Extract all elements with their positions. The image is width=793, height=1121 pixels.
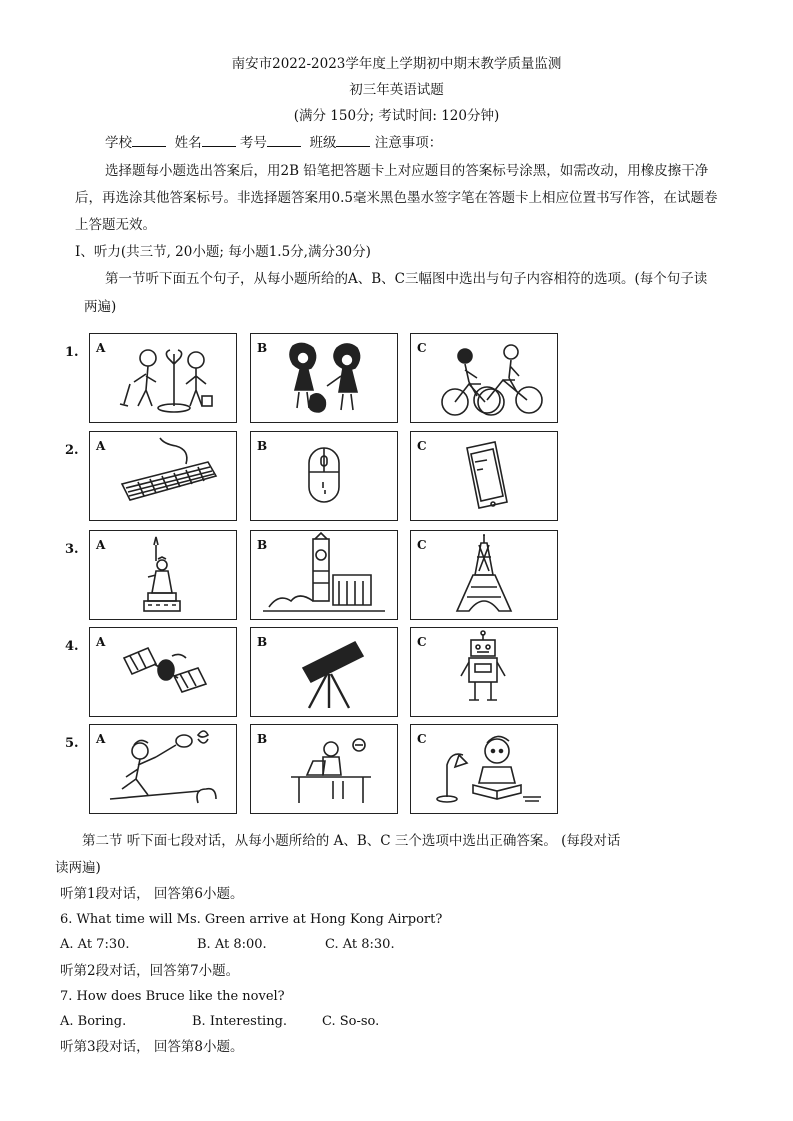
question-number: 5.	[65, 736, 79, 751]
option-label: B	[257, 538, 268, 552]
statue-of-liberty-icon	[90, 531, 236, 619]
option-box-a[interactable]	[89, 724, 237, 814]
dialog-2-instruction: 听第2段对话，回答第7小题。	[60, 963, 240, 979]
exam-meta: (满分 150分; 考试时间: 120分钟)	[293, 108, 500, 124]
smartphone-icon	[411, 432, 557, 520]
class-blank	[336, 134, 370, 147]
name-label: 姓名	[174, 135, 202, 151]
exam-subtitle: 初三年英语试题	[349, 82, 444, 98]
class-label: 班级	[309, 135, 337, 151]
option-box-b[interactable]	[250, 724, 398, 814]
option-label: A	[96, 341, 106, 355]
big-ben-icon	[251, 531, 397, 619]
option-label: B	[257, 635, 268, 649]
instruction-line-2: 后，再选涂其他答案标号。非选择题答案用0.5毫米黑色墨水签字笔在答题卡上相应位置书写作答，在试题卷	[75, 190, 718, 206]
number-label: 考号	[239, 135, 267, 151]
part1-instruction-line-2: 两遍)	[84, 299, 117, 315]
option-box-b[interactable]	[250, 431, 398, 521]
option-label: C	[417, 538, 427, 552]
option-box-c[interactable]	[410, 530, 558, 620]
instruction-line-3: 上答题无效。	[75, 217, 156, 233]
laptop-desk-icon	[251, 725, 397, 813]
dialog-3-instruction: 听第3段对话， 回答第8小题。	[60, 1039, 244, 1055]
option-box-a[interactable]	[89, 431, 237, 521]
option-label: A	[96, 439, 106, 453]
part1-instruction-line-1: 第一节听下面五个句子，从每小题所给的A、B、C三幅图中选出与句子内容相符的选项。(每个句子读	[105, 271, 708, 287]
option-box-c[interactable]	[410, 627, 558, 717]
option-label: A	[96, 635, 106, 649]
catching-butterfly-icon	[90, 725, 236, 813]
option-box-a[interactable]	[89, 333, 237, 423]
question-number: 2.	[65, 443, 79, 458]
picking-up-litter-icon	[251, 334, 397, 422]
mouse-icon	[251, 432, 397, 520]
option-b[interactable]: B. Interesting.	[192, 1014, 288, 1029]
option-b[interactable]: B. At 8:00.	[197, 937, 267, 952]
telescope-icon	[251, 628, 397, 716]
question-number: 1.	[65, 345, 79, 360]
option-box-b[interactable]	[250, 530, 398, 620]
part2-instruction-line-2: 读两遍)	[55, 860, 101, 876]
option-box-b[interactable]	[250, 627, 398, 717]
option-c[interactable]: C. So-so.	[322, 1014, 380, 1029]
satellite-icon	[90, 628, 236, 716]
option-a[interactable]: A. Boring.	[60, 1014, 127, 1029]
option-box-a[interactable]	[89, 530, 237, 620]
option-label: C	[417, 635, 427, 649]
option-label: B	[257, 341, 268, 355]
option-label: A	[96, 538, 106, 552]
notes-label: 注意事项：	[374, 135, 443, 151]
dialog-1-instruction: 听第1段对话， 回答第6小题。	[60, 886, 244, 902]
planting-trees-icon	[90, 334, 236, 422]
school-blank	[132, 134, 166, 147]
option-label: C	[417, 439, 427, 453]
question-7-options	[60, 1013, 379, 1031]
option-label: C	[417, 341, 427, 355]
cycling-icon	[411, 334, 557, 422]
option-box-c[interactable]	[410, 724, 558, 814]
option-box-b[interactable]	[250, 333, 398, 423]
question-6: 6. What time will Ms. Green arrive at Hong Kong Airport?	[60, 912, 443, 927]
name-blank	[202, 134, 236, 147]
question-number: 3.	[65, 542, 79, 557]
part2-instruction-line-1: 第二节 听下面七段对话，从每小题所给的 A、B、C 三个选项中选出正确答案。 (每段对话	[82, 833, 621, 849]
exam-title: 南安市2022-2023学年度上学期初中期末教学质量监测	[231, 56, 562, 72]
option-a[interactable]: A. At 7:30.	[60, 937, 130, 952]
school-label: 学校	[105, 135, 132, 151]
reading-boy-icon	[411, 725, 557, 813]
eiffel-tower-icon	[411, 531, 557, 619]
option-box-c[interactable]	[410, 431, 558, 521]
number-blank	[267, 134, 301, 147]
option-label: A	[96, 732, 106, 746]
instruction-line-1: 选择题每小题选出答案后，用2B 铅笔把答题卡上对应题目的答案标号涂黑，如需改动，用橡皮擦干净	[105, 163, 709, 179]
student-info-row	[105, 134, 442, 152]
option-label: C	[417, 732, 427, 746]
keyboard-icon	[90, 432, 236, 520]
option-c[interactable]: C. At 8:30.	[325, 937, 395, 952]
question-7: 7. How does Bruce like the novel?	[60, 989, 285, 1004]
option-box-c[interactable]	[410, 333, 558, 423]
option-label: B	[257, 439, 268, 453]
option-box-a[interactable]	[89, 627, 237, 717]
option-label: B	[257, 732, 268, 746]
robot-icon	[411, 628, 557, 716]
question-number: 4.	[65, 639, 79, 654]
question-6-options	[60, 936, 395, 954]
section-heading-listening: Ⅰ、听力(共三节, 20小题; 每小题1.5分,满分30分)	[75, 244, 371, 260]
